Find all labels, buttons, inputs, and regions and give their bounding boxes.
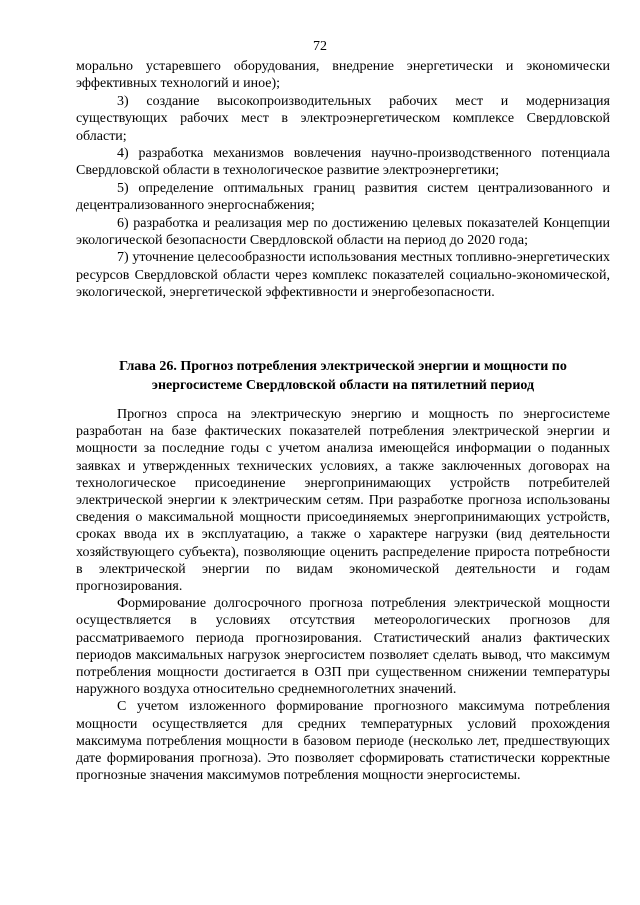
list-section [76, 58, 610, 302]
list-item-3: 3) создание высокопроизводительных рабочих мест и модернизация существующих рабочих мест в электроэнергетическом комплексе Свердловской области; [76, 93, 610, 144]
chapter-heading-line-2: энергосистеме Свердловской области на пятилетний период [151, 378, 535, 393]
paragraph-max-load-conditions: С учетом изложенного формирование прогнозного максимума потребления мощности осуществляется для средних температурных условий прохождения максимума потребления мощности в базовом периоде (несколько лет, предшествующих дате формирования прогноза). Это позволяет сформировать статистически корректные прогнозные значения максимумов потребления мощности энергосистемы. [76, 699, 610, 784]
paragraph-forecast-basis: Прогноз спроса на электрическую энергию и мощность по энергосистеме разработан на базе фактических показателей потребления электрической энергии и мощности за последние годы с учетом анализа имеющейся информации о поданных заявках и утвержденных технических условиях, а также заключенных договорах на технологическое присоединение энергопринимающих устройств потребителей электрической энергии к электрическим сетям. При разработке прогноза использованы сведения о максимальной мощности присоединяемых энергопринимающих устройств, сроках ввода их в эксплуатацию, а также о характере нагрузки (вид деятельности хозяйствующего субъекта), позволяющие оценить распределение прироста потребности в электрической энергии по видам экономической деятельности и годам прогнозирования. [76, 407, 610, 595]
paragraph-continuation: морально устаревшего оборудования, внедрение энергетически и экономически эффективных технологий и иное); [76, 59, 610, 92]
paragraph-long-term-forecast: Формирование долгосрочного прогноза потребления электрической мощности осуществляется в условиях отсутствия метеорологических прогнозов для рассматриваемого периода прогнозирования. Статистический анализ фактических периодов максимальных нагрузок энергосистем позволяет сделать вывод, что максимум потребления мощности достигается в ОЗП при существенном снижении температуры наружного воздуха относительно среднемноголетних значений. [76, 596, 610, 698]
list-item-5: 5) определение оптимальных границ развития систем централизованного и децентрализованного энергоснабжения; [76, 180, 610, 214]
list-item-4: 4) разработка механизмов вовлечения научно-производственного потенциала Свердловской области в технологическое развитие электроэнергетики; [76, 146, 610, 179]
chapter-body [76, 406, 610, 784]
page-number: 72 [313, 39, 327, 54]
list-item-6: 6) разработка и реализация мер по достижению целевых показателей Концепции экологической безопасности Свердловской области на период до 2020 года; [76, 215, 610, 249]
chapter-heading [76, 357, 610, 395]
list-item-7: 7) уточнение целесообразности использования местных топливно-энергетических ресурсов Свердловской области через комплекс показателей социально-экономической, экологической, энергетической эффективности и энергобезопасности. [76, 250, 610, 301]
chapter-heading-line-1: Глава 26. Прогноз потребления электрической энергии и мощности по [119, 359, 567, 374]
